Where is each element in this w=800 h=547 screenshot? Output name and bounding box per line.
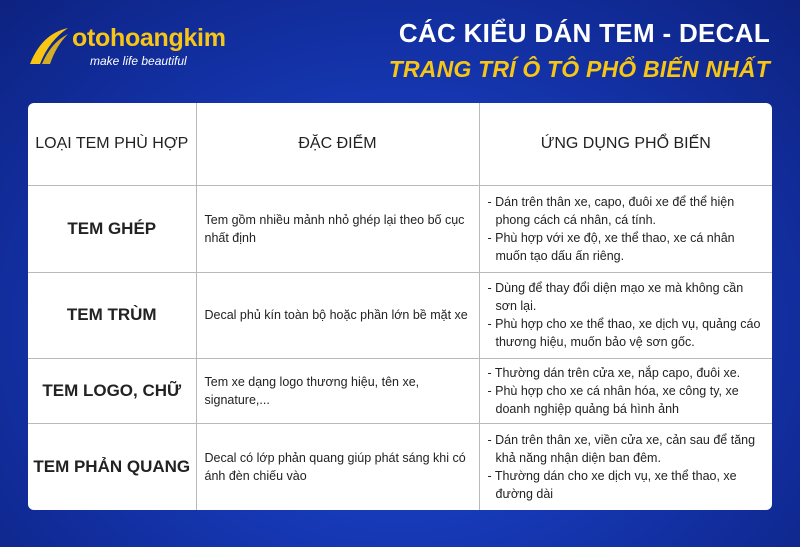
row-description: Decal có lớp phản quang giúp phát sáng khi có ánh đèn chiếu vào [196,424,479,510]
application-line: - Dùng để thay đổi diện mạo xe mà không cần sơn lại. [487,281,744,314]
table-header-row [28,103,772,186]
row-type: TEM LOGO, CHỮ [28,359,196,424]
application-line: - Dán trên thân xe, capo, đuôi xe để thể hiện phong cách cá nhân, cá tính. [487,194,735,227]
row-description: Decal phủ kín toàn bộ hoặc phần lớn bề mặt xe [196,272,479,359]
header-characteristics: ĐẶC ĐIỂM [196,103,479,186]
brand-tagline: make life beautiful [90,54,187,68]
swoosh-icon [28,26,70,66]
page-title: CÁC KIỂU DÁN TEM - DECAL [398,18,770,48]
application-line: - Phù hợp với xe độ, xe thể thao, xe cá nhân muốn tạo dấu ấn riêng. [487,230,735,263]
brand-name: otohoangkim [72,24,226,52]
row-type: TEM TRÙM [28,272,196,359]
row-applications [479,424,772,510]
row-applications [479,272,772,359]
table-row [28,272,772,359]
application-line: - Thường dán trên cửa xe, nắp capo, đuôi xe. [487,366,741,381]
row-description: Tem gồm nhiều mảnh nhỏ ghép lại theo bố cục nhất định [196,186,479,273]
header-applications: ỨNG DỤNG PHỔ BIẾN [479,103,772,186]
comparison-table-card [28,103,772,510]
row-type: TEM GHÉP [28,186,196,273]
page-subtitle: TRANG TRÍ Ô TÔ PHỔ BIẾN NHẤT [388,56,770,82]
header-type: LOẠI TEM PHÙ HỢP [28,103,196,186]
row-description: Tem xe dạng logo thương hiệu, tên xe, signature,... [196,359,479,424]
row-applications [479,186,772,273]
application-line: - Phù hợp cho xe cá nhân hóa, xe công ty, xe doanh nghiệp quảng bá hình ảnh [487,384,739,417]
row-type: TEM PHẢN QUANG [28,424,196,510]
table-row [28,424,772,510]
row-applications [479,359,772,424]
table-row [28,186,772,273]
application-line: - Thường dán cho xe dịch vụ, xe thể thao, xe đường dài [487,469,737,502]
application-line: - Dán trên thân xe, viền cửa xe, cản sau để tăng khả năng nhận diện ban đêm. [487,433,756,466]
comparison-table [28,103,772,510]
application-line: - Phù hợp cho xe thể thao, xe dịch vụ, quảng cáo thương hiệu, muốn bảo vệ sơn gốc. [487,317,761,350]
brand-logo [28,22,248,72]
table-row [28,359,772,424]
